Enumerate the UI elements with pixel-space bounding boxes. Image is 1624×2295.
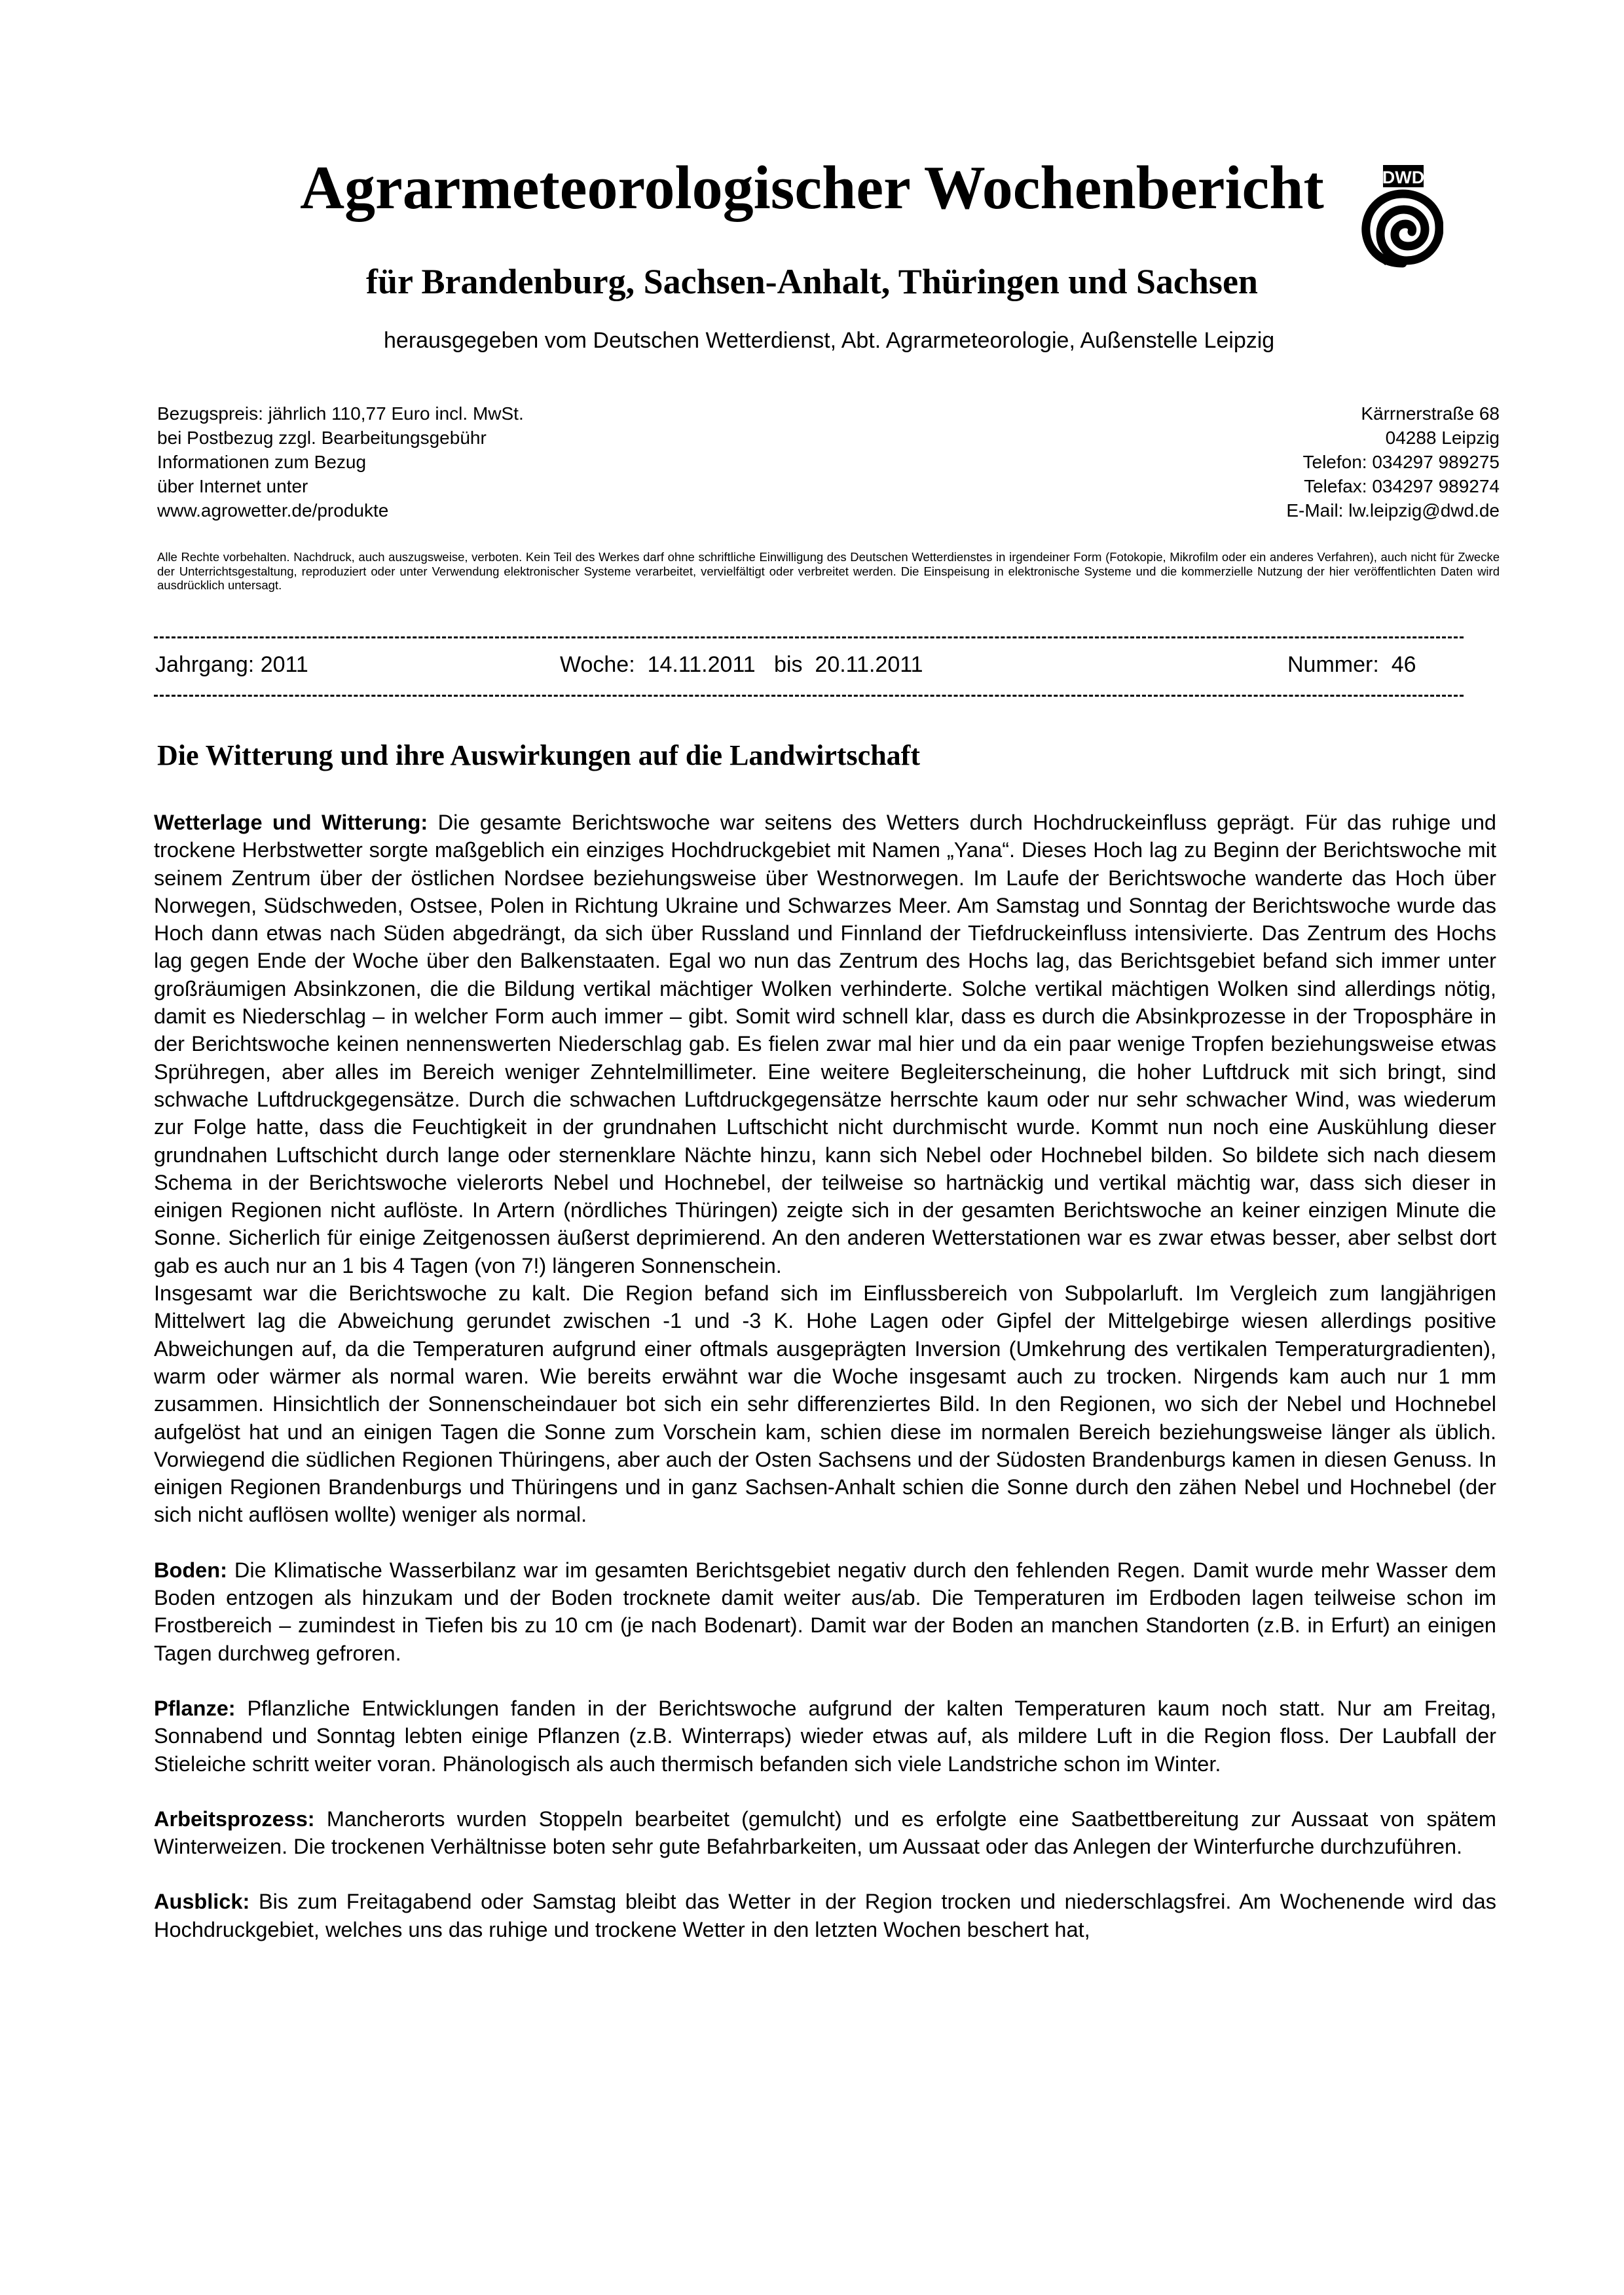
subscription-price: Bezugspreis: jährlich 110,77 Euro incl. MwSt. (157, 403, 524, 424)
section-heading: Die Witterung und ihre Auswirkungen auf die Landwirtschaft (157, 739, 920, 771)
paragraph-wetterlage (154, 809, 1496, 1279)
subscription-internet-label: über Internet unter (157, 476, 308, 496)
text-pflanze: Pflanzliche Entwicklungen fanden in der Berichtswoche aufgrund der kalten Temperaturen kaum noch statt. Nur am Freitag, Sonnabend und Sonntag lebten einige Pflanzen (z.B. Winterraps) wieder etwas auf, als mildere Luft in die Region floss. Der Laubfall der Stieleiche schritt weiter voran. Phänologisch als auch thermisch befanden sich viele Landstriche schon im Winter. (154, 1696, 1497, 1776)
paragraph-ausblick (154, 1888, 1496, 1943)
report-title: Agrarmeteorologischer Wochenbericht (300, 154, 1324, 222)
label-pflanze: Pflanze: (154, 1696, 236, 1720)
address-city: 04288 Leipzig (1385, 428, 1500, 448)
subscription-url: www.agrowetter.de/produkte (157, 500, 389, 521)
legal-notice: Alle Rechte vorbehalten. Nachdruck, auch auszugsweise, verboten. Kein Teil des Werkes darf ohne schriftliche Einwilligung des Deutschen Wetterdienstes in irgendeiner Form (Fotokopie, Mikrofilm oder ein anderes Verfahren), auch nicht für Zwecke der Unterrichtsgestaltung, reproduziert oder unter Verwendung elektronischer Systeme verarbeitet, vervielfältigt oder verbreitet werden. Die Einspeisung in elektronische Systeme und die kommerzielle Nutzung der hier veröffentlichten Daten wird ausdrücklich untersagt. (157, 550, 1500, 592)
dwd-logo-icon (1361, 165, 1443, 270)
text-temperatur: Insgesamt war die Berichtswoche zu kalt. Die Region befand sich im Einflussbereich von Subpolarluft. Im Vergleich zum langjährigen Mittelwert lag die Abweichung gerundet zwischen -1 und -3 K. Hohe Lagen oder Gipfel der Mittelgebirge wiesen allerdings positive Abweichungen auf, da die Temperaturen aufgrund einer oftmals ausgeprägten Inversion (Umkehrung des vertikalen Temperaturgradienten), warm oder wärmer als normal waren. Wie bereits erwähnt war die Woche insgesamt auch zu trocken. Nirgends kam auch nur 1 mm zusammen. Hinsichtlich der Sonnenscheindauer bot sich ein sehr differenziertes Bild. In den Regionen, wo sich der Nebel und Hochnebel aufgelöst hat und an einigen Tagen die Sonne zum Vorschein kam, schien diese im normalen Bereich beziehungsweise länger als üblich. Vorwiegend die südlichen Regionen Thüringens, aber auch der Osten Sachsens und der Südosten Brandenburgs kamen in diesen Genuss. In einigen Regionen Brandenburgs und Thüringens und in ganz Sachsen-Anhalt schien die Sonne durch den zähen Nebel und Hochnebel (der sich nicht auflösen wollte) weniger als normal. (154, 1281, 1496, 1527)
label-wetterlage: Wetterlage und Witterung: (154, 811, 428, 834)
divider-top (154, 636, 1464, 638)
nummer-value: 46 (1391, 652, 1416, 677)
text-ausblick: Bis zum Freitagabend oder Samstag bleibt das Wetter in der Region trocken und niederschlagsfrei. Am Wochenende wird das Hochdruckgebiet, welches uns das ruhige und trockene Wetter in den letzten Wochen beschert hat, (154, 1890, 1497, 1941)
jahrgang-label: Jahrgang: (155, 652, 255, 677)
paragraph-boden (154, 1556, 1496, 1667)
paragraph-pflanze (154, 1695, 1496, 1778)
woche-bis: bis (774, 652, 803, 677)
woche-end: 20.11.2011 (815, 652, 923, 677)
dwd-logo-text: DWD (1382, 168, 1425, 187)
label-boden: Boden: (154, 1558, 227, 1582)
paragraph-temperatur (154, 1279, 1496, 1529)
text-boden: Die Klimatische Wasserbilanz war im gesamten Berichtsgebiet negativ durch den fehlenden Regen. Damit wurde mehr Wasser dem Boden entzogen als hinzukam und der Boden trocknete damit weiter aus/ab. Die Temperaturen im Erdboden lagen teilweise schon im Frostbereich – zumindest in Tiefen bis zu 10 cm (je nach Bodenart). Damit war der Boden an manchen Standorten (z.B. in Erfurt) an einigen Tagen durchweg gefroren. (154, 1558, 1496, 1665)
address-info (1286, 401, 1500, 523)
label-ausblick: Ausblick: (154, 1890, 250, 1914)
label-arbeitsprozess: Arbeitsprozess: (154, 1807, 315, 1831)
woche-start: 14.11.2011 (647, 652, 756, 677)
divider-bottom (154, 695, 1464, 697)
woche-label: Woche: (560, 652, 635, 677)
issue-woche (560, 648, 923, 681)
address-street: Kärrnerstraße 68 (1361, 403, 1500, 424)
subscription-fee: bei Postbezug zzgl. Bearbeitungsgebühr (157, 428, 487, 448)
text-wetterlage: Die gesamte Berichtswoche war seitens des Wetters durch Hochdruckeinfluss geprägt. Für das ruhige und trockene Herbstwetter sorgte maßgeblich ein einziges Hochdruckgebiet mit Namen „Yana“. Dieses Hoch lag zu Beginn der Berichtswoche mit seinem Zentrum über der östlichen Nordsee beziehungsweise über Westnorwegen. Im Laufe der Berichtswoche wanderte das Hoch über Norwegen, Südschweden, Ostsee, Polen in Richtung Ukraine und Schwarzes Meer. Am Samstag und Sonntag der Berichtswoche wurde das Hoch dann etwas nach Süden abgedrängt, da sich über Russland und Finnland der Tiefdruckeinfluss intensivierte. Das Zentrum des Hochs lag gegen Ende der Woche über den Balkenstaaten. Egal wo nun das Zentrum des Hochs lag, das Berichtsgebiet befand sich immer unter großräumigen Absinkzonen, die die Bildung vertikal mächtiger Wolken verhinderte. Solche vertikal mächtigen Wolken sind allerdings nötig, damit es Niederschlag – in welcher Form auch immer – gibt. Somit wird schnell klar, dass es durch die Absinkprozesse in der Troposphäre in der Berichtswoche keinen nennenswerten Niederschlag gab. Es fielen zwar mal hier und da ein paar wenige Tropfen beziehungsweise etwas Sprühregen, aber alles im Bereich weniger Zehntelmillimeter. Eine weitere Begleiterscheinung, die hoher Luftdruck mit sich bringt, sind schwache Luftdruckgegensätze. Durch die schwachen Luftdruckgegensätze herrschte kaum oder nur sehr schwacher Wind, was wiederum zur Folge hatte, dass die Feuchtigkeit in der grundnahen Luftschicht nicht durchmischt wurde. Kommt nun noch eine Auskühlung dieser grundnahen Luftschicht durch lange oder sternenklare Nächte hinzu, kann sich Nebel oder Hochnebel bilden. So bildete sich nach diesem Schema in der Berichtswoche vielerorts Nebel und Hochnebel, der teilweise so hartnäckig und vertikal mächtig war, dass sich dieser in einigen Regionen nicht auflöste. In Artern (nördliches Thüringen) zeigte sich in der gesamten Berichtswoche an keiner einzigen Minute die Sonne. Sicherlich für einige Zeitgenossen äußerst deprimierend. An den anderen Wetterstationen war es zwar etwas besser, aber selbst dort gab es auch nur an 1 bis 4 Tagen (von 7!) längeren Sonnenschein. (154, 811, 1497, 1277)
address-phone: Telefon: 034297 989275 (1302, 452, 1500, 472)
subscription-info (157, 401, 524, 523)
text-arbeitsprozess: Mancherorts wurden Stoppeln bearbeitet (gemulcht) und es erfolgte eine Saatbettbereitung zur Aussaat von spätem Winterweizen. Die trockenen Verhältnisse boten sehr gute Befahrbarkeiten, um Aussaat oder das Anlegen der Winterfurche durchzuführen. (154, 1807, 1496, 1859)
issue-nummer (1287, 648, 1416, 681)
nummer-label: Nummer: (1287, 652, 1379, 677)
jahrgang-value: 2011 (260, 652, 308, 677)
publisher-line: herausgegeben vom Deutschen Wetterdienst, Abt. Agrarmeteorologie, Außenstelle Leipzig (384, 328, 1275, 353)
report-body (154, 809, 1496, 1971)
report-subtitle: für Brandenburg, Sachsen-Anhalt, Thüringen und Sachsen (366, 262, 1258, 301)
address-fax: Telefax: 034297 989274 (1304, 476, 1500, 496)
address-email: E-Mail: lw.leipzig@dwd.de (1286, 500, 1500, 521)
paragraph-arbeitsprozess (154, 1805, 1496, 1861)
subscription-info-label: Informationen zum Bezug (157, 452, 367, 472)
issue-jahrgang (155, 648, 308, 681)
